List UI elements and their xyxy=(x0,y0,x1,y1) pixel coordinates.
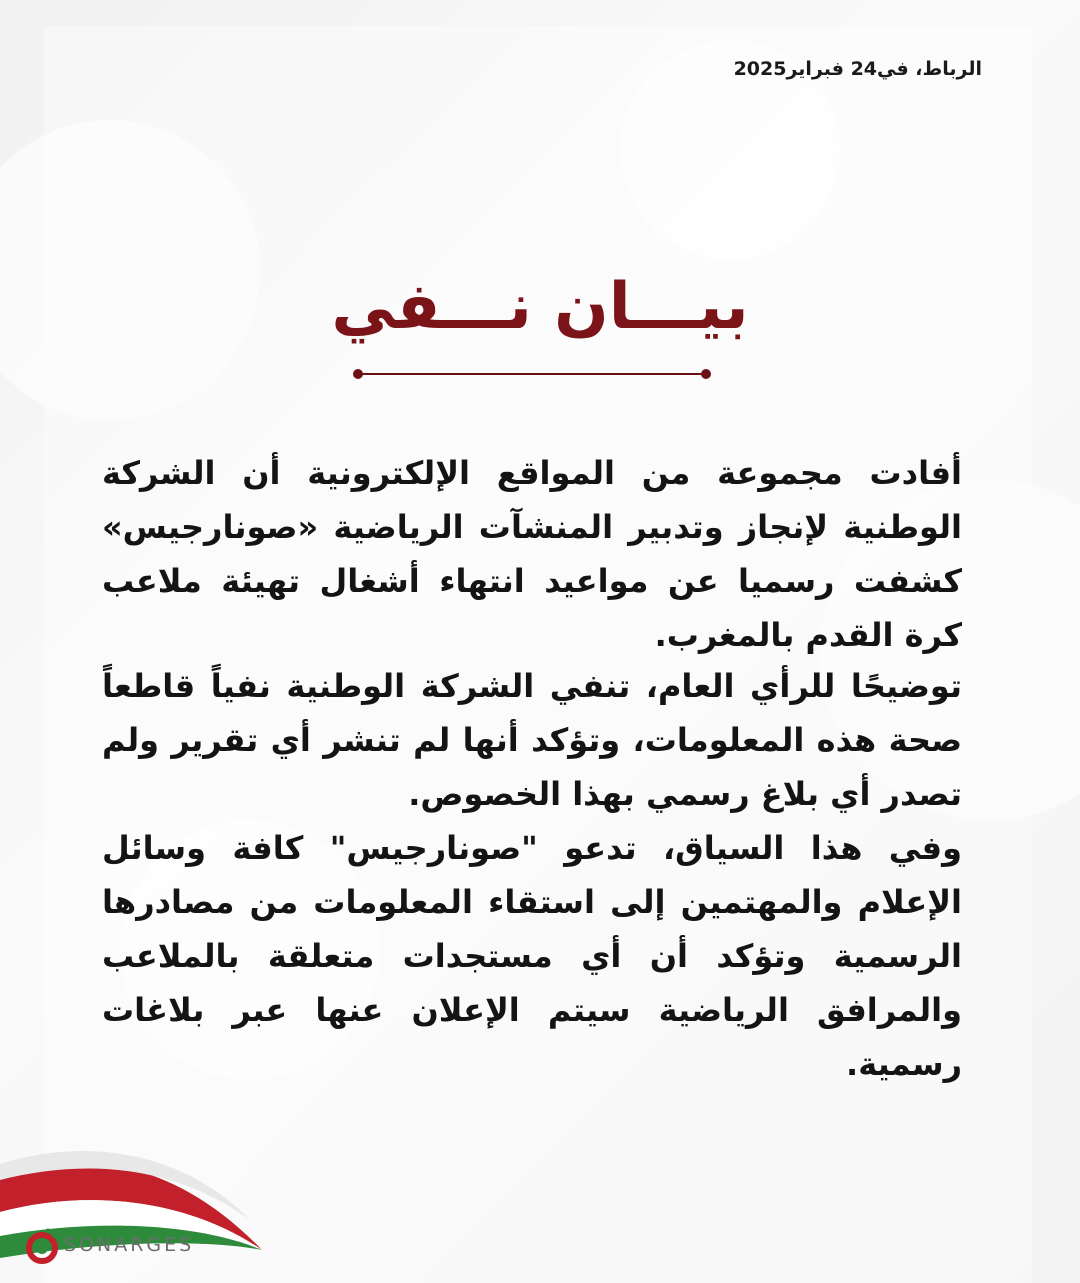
paragraph-3: وفي هذا السياق، تدعو "صونارجيس" كافة وسائل الإعلام والمهتمين إلى استقاء المعلومات من مصادرها الرسمية وتؤكد أن أي مستجدات متعلقة بالملاعب والمرافق الرياضية سيتم الإعلان عنها عبر بلاغات رسمية. xyxy=(102,829,962,1083)
page-title: بيـــان نـــفي xyxy=(331,270,749,344)
title-divider xyxy=(352,364,712,384)
paragraph-1: أفادت مجموعة من المواقع الإلكترونية أن الشركة الوطنية لإنجاز وتدبير المنشآت الرياضية «صونارجيس» كشفت رسميا عن مواعيد انتهاء أشغال تهيئة ملاعب كرة القدم بالمغرب. xyxy=(102,454,962,654)
logo-text: SONARGES xyxy=(64,1234,195,1256)
paragraph-2: توضيحًا للرأي العام، تنفي الشركة الوطنية نفياً قاطعاً صحة هذه المعلومات، وتؤكد أنها لم تنشر أي تقرير ولم تصدر أي بلاغ رسمي بهذا الخصوص. xyxy=(102,667,962,813)
sonarges-logo-icon xyxy=(24,1226,66,1266)
date-line: الرباط، في24 فبراير2025 xyxy=(733,58,982,80)
